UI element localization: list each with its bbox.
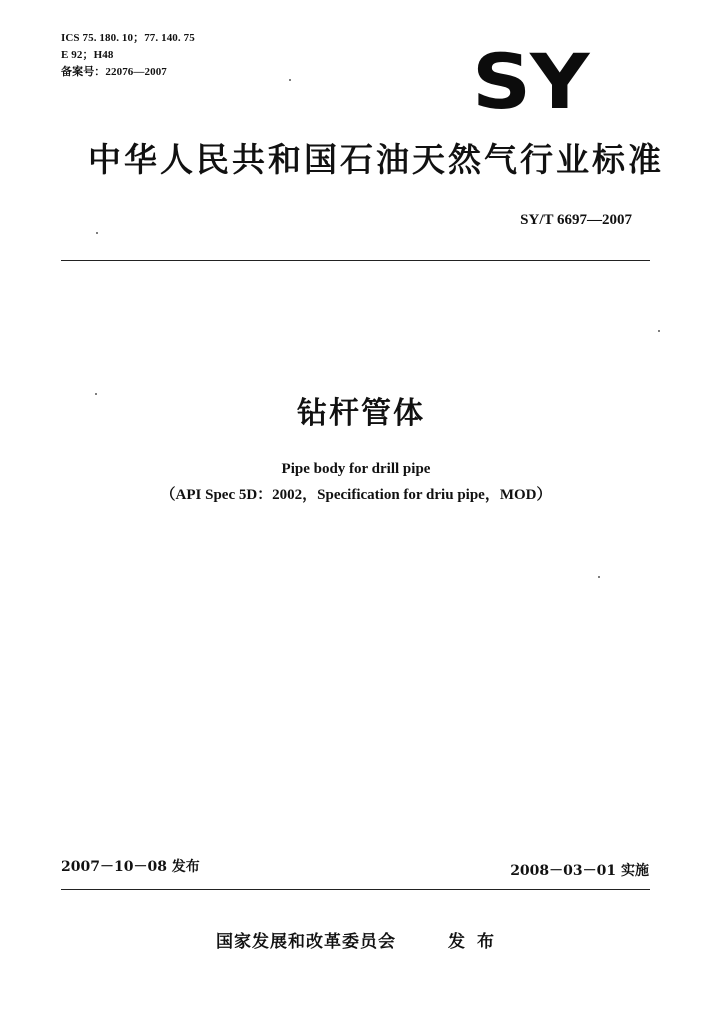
issue-date: 2007－10－08 发布: [61, 859, 200, 875]
standard-number: SY/T 6697—2007: [520, 212, 632, 228]
implementation-date: 2008－03－01 实施: [510, 863, 649, 879]
scan-speck: [598, 576, 600, 578]
category-code: E 92；H48: [61, 49, 114, 61]
classification-block: [61, 30, 195, 81]
sy-logo: SY: [472, 37, 589, 126]
record-number: 备案号：22076—2007: [61, 66, 167, 78]
publisher-name: 国家发展和改革委员会: [216, 932, 396, 952]
publish-label: 发布: [448, 932, 506, 952]
bottom-divider: [61, 889, 650, 890]
chinese-title: 钻杆管体: [297, 396, 425, 431]
ics-code: ICS 75. 180. 10；77. 140. 75: [61, 32, 195, 44]
english-title: Pipe body for drill pipe: [281, 461, 431, 477]
scan-speck: [96, 232, 98, 234]
scan-speck: [95, 393, 97, 395]
scan-speck: [289, 79, 291, 81]
issuing-standard-title: 中华人民共和国石油天然气行业标准: [88, 140, 664, 179]
scan-speck: [658, 330, 660, 332]
english-subtitle: （API Spec 5D：2002，Specification for driu pipe，MOD）: [160, 487, 552, 503]
top-divider: [61, 260, 650, 261]
